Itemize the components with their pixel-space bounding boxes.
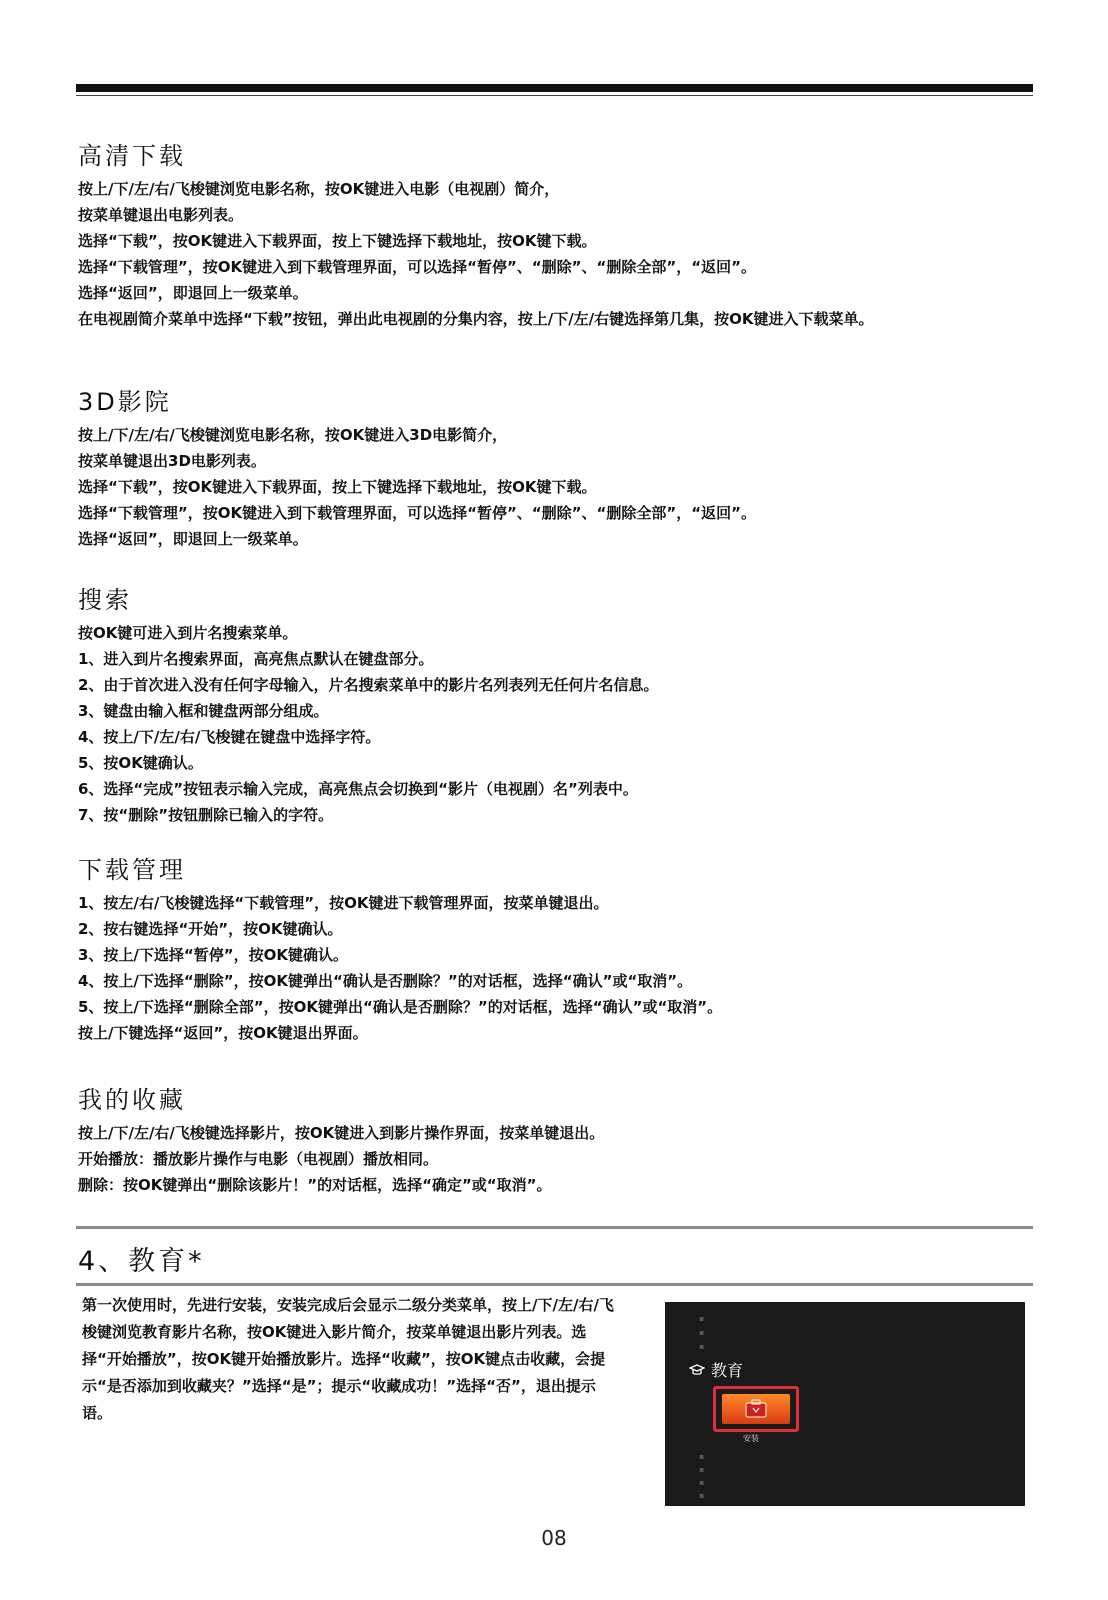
text-line: 按菜单键退出电影列表。 (78, 206, 244, 224)
header-rule-thin (76, 95, 1033, 96)
section-title: 高清下载 (78, 142, 186, 170)
text-line: 选择“下载管理”，按OK键进入到下载管理界面，可以选择“暂停”、“删除”、“删除全部”，“返回”。 (78, 258, 756, 276)
text-line: 7、按“删除”按钮删除已输入的字符。 (78, 806, 334, 824)
text-line: 按菜单键退出3D电影列表。 (78, 452, 266, 470)
education-description (82, 1292, 622, 1427)
section-download-management (78, 854, 1018, 1046)
section-search (78, 584, 1018, 828)
selected-menu-label: 教育 (711, 1361, 744, 1380)
page-number: 08 (541, 1526, 567, 1550)
chapter-title: 4、教育* (78, 1246, 205, 1277)
section-my-favorites (78, 1084, 1018, 1198)
education-menu-screenshot (665, 1302, 1025, 1506)
menu-item-blurred (699, 1465, 704, 1474)
header-rule (76, 84, 1033, 92)
section-title: 我的收藏 (78, 1086, 186, 1114)
install-tile (713, 1386, 799, 1432)
text-line: 选择“下载”，按OK键进入下载界面，按上下键选择下载地址，按OK键下载。 (78, 478, 597, 496)
text-line: 选择“下载管理”，按OK键进入到下载管理界面，可以选择“暂停”、“删除”、“删除全部”，“返回”。 (78, 504, 756, 522)
section-hd-download (78, 140, 1018, 332)
section-title: 3D影院 (78, 388, 172, 416)
text-line: 选择“返回”，即退回上一级菜单。 (78, 530, 308, 548)
text-line: 开始播放：播放影片操作与电影（电视剧）播放相同。 (78, 1150, 439, 1168)
text-line: 选择“下载”，按OK键进入下载界面，按上下键选择下载地址，按OK键下载。 (78, 232, 597, 250)
chapter-rule-top (76, 1226, 1033, 1229)
text-line: 2、按右键选择“开始”，按OK键确认。 (78, 920, 343, 938)
graduation-cap-icon (689, 1362, 705, 1378)
text-line: 3、键盘由输入框和键盘两部分组成。 (78, 702, 329, 720)
menu-item-blurred (699, 1342, 704, 1351)
text-line: 4、按上/下/左/右/飞梭键在键盘中选择字符。 (78, 728, 381, 746)
menu-item-blurred (699, 1452, 704, 1461)
text-line: 1、进入到片名搜索界面，高亮焦点默认在键盘部分。 (78, 650, 434, 668)
text-line: 1、按左/右/飞梭键选择“下载管理”，按OK键进下载管理界面，按菜单键退出。 (78, 894, 609, 912)
text-line: 按上/下/左/右/飞梭键浏览电影名称，按OK键进入电影（电视剧）简介， (78, 180, 560, 198)
text-line: 6、选择“完成”按钮表示输入完成，高亮焦点会切换到“影片（电视剧）名”列表中。 (78, 780, 638, 798)
text-line: 4、按上/下选择“删除”，按OK键弹出“确认是否删除？”的对话框，选择“确认”或“取消”。 (78, 972, 693, 990)
menu-item-blurred (699, 1328, 704, 1337)
text-line: 按上/下/左/右/飞梭键浏览电影名称，按OK键进入3D电影简介， (78, 426, 508, 444)
text-line: 5、按OK键确认。 (78, 754, 203, 772)
menu-item-blurred (699, 1491, 704, 1500)
text-line: 按上/下/左/右/飞梭键选择影片，按OK键进入到影片操作界面，按菜单键退出。 (78, 1124, 605, 1142)
text-line: 按上/下键选择“返回”，按OK键退出界面。 (78, 1024, 368, 1042)
text-line: 选择“返回”，即退回上一级菜单。 (78, 284, 308, 302)
section-title: 下载管理 (78, 856, 186, 884)
text-line: 在电视剧简介菜单中选择“下载”按钮，弹出此电视剧的分集内容，按上/下/左/右键选择第几集，按OK键进入下载菜单。 (78, 310, 874, 328)
install-tile-label: 安装 (743, 1434, 759, 1443)
install-tile-image (722, 1394, 790, 1424)
text-line: 删除：按OK键弹出“删除该影片！”的对话框，选择“确定”或“取消”。 (78, 1176, 552, 1194)
text-line: 2、由于首次进入没有任何字母输入，片名搜索菜单中的影片名列表列无任何片名信息。 (78, 676, 659, 694)
section-title: 搜索 (78, 586, 132, 614)
text-line: 按OK键可进入到片名搜索菜单。 (78, 624, 298, 642)
selected-menu-item (689, 1358, 743, 1381)
text-line: 5、按上/下选择“删除全部”，按OK键弹出“确认是否删除？”的对话框，选择“确认”或“取消”。 (78, 998, 723, 1016)
chapter-rule-bottom (76, 1283, 1033, 1286)
section-3d-cinema (78, 386, 1018, 552)
text-line: 3、按上/下选择“暂停”，按OK键确认。 (78, 946, 349, 964)
menu-item-blurred (699, 1314, 704, 1323)
menu-item-blurred (699, 1478, 704, 1487)
toolbox-icon (722, 1394, 790, 1424)
text-paragraph: 第一次使用时，先进行安装，安装完成后会显示二级分类菜单，按上/下/左/右/飞梭键浏览教育影片名称，按OK键进入影片简介，按菜单键退出影片列表。选择“开始播放”，按OK键开始播放影片。选择“收藏”，按OK键点击收藏，会提示“是否添加到收藏夹？”选择“是”；提示“收藏成功！”选择“否”，退出提示语。 (82, 1296, 614, 1422)
